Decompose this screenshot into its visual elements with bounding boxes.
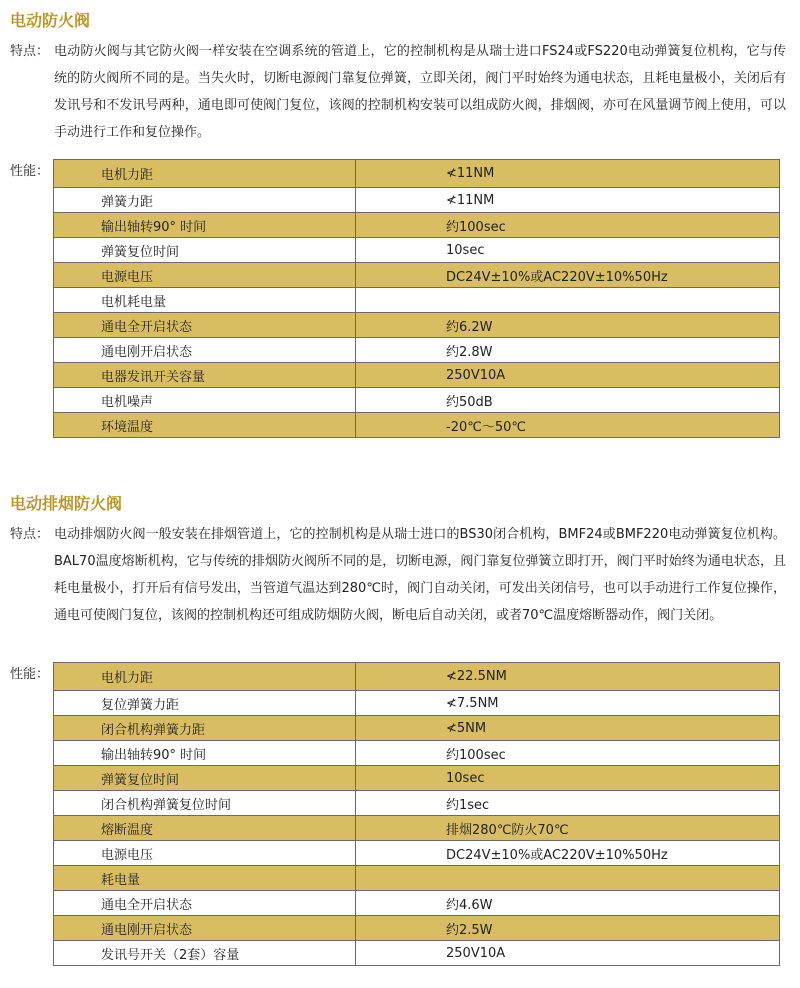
spec-row (54, 160, 780, 188)
section2-feature (10, 521, 786, 629)
spec-value: 约4.6W (356, 891, 780, 916)
spec-value: 10sec (356, 766, 780, 791)
spec-value: -20℃～50℃ (356, 413, 780, 438)
spec-row (54, 338, 780, 363)
spec-key: 环境温度 (54, 413, 356, 438)
spec-row (54, 691, 780, 716)
spec-value: 约50dB (356, 388, 780, 413)
spec-row (54, 916, 780, 941)
spec-value: ≮11NM (356, 188, 780, 213)
spec-row (54, 716, 780, 741)
spec-key: 弹簧力距 (54, 188, 356, 213)
spec-key: 通电刚开启状态 (54, 338, 356, 363)
spec-value: 排烟280℃防火70℃ (356, 816, 780, 841)
spec-key: 通电刚开启状态 (54, 916, 356, 941)
spec-key: 电源电压 (54, 263, 356, 288)
section1-feature-text: 电动防火阀与其它防火阀一样安装在空调系统的管道上，它的控制机构是从瑞士进口FS24或FS220电动弹簧复位机构，它与传统的防火阀所不同的是。当失火时，切断电源阀门靠复位弹簧，立即关闭，阀门平时始终为通电状态，且耗电量极小，关闭后有发讯号和不发讯号两种，通电即可使阀门复位，该阀的控制机构安装可以组成防火阀，排烟阀，亦可在风量调节阀上使用，可以手动进行工作和复位操作。 (54, 44, 786, 140)
spec-row (54, 363, 780, 388)
spec-row (54, 213, 780, 238)
spec-value: 约1sec (356, 791, 780, 816)
spec-row (54, 741, 780, 766)
section1-spec-table (53, 159, 780, 438)
spec-row (54, 663, 780, 691)
section1-title: 电动防火阀 (10, 11, 91, 30)
section2-feature-text: 电动排烟防火阀一般安装在排烟管道上，它的控制机构是从瑞士进口的BS30闭合机构，BMF24或BMF220电动弹簧复位机构。BAL70温度熔断机构，它与传统的排烟防火阀所不同的是，切断电源，阀门靠复位弹簧立即打开，阀门平时始终为通电状态，且耗电量极小，打开后有信号发出，当管道气温达到280℃时，阀门自动关闭，可发出关闭信号，也可以手动进行工作复位操作，通电可使阀门复位，该阀的控制机构还可组成防烟防火阀，断电后自动关闭，或者70℃温度熔断器动作，阀门关闭。 (54, 527, 786, 623)
spec-key: 弹簧复位时间 (54, 238, 356, 263)
spec-row (54, 841, 780, 866)
spec-row (54, 891, 780, 916)
spec-value: ≮11NM (356, 160, 780, 188)
spec-value: 250V10A (356, 363, 780, 388)
spec-key: 闭合机构弹簧力距 (54, 716, 356, 741)
spec-row (54, 413, 780, 438)
spec-value: ≮7.5NM (356, 691, 780, 716)
spec-key: 电机噪声 (54, 388, 356, 413)
section1-feature-label: 特点： (10, 44, 50, 59)
spec-value: 10sec (356, 238, 780, 263)
section2-spec-table (53, 662, 780, 966)
section1-feature (10, 38, 786, 146)
spec-value: 约2.8W (356, 338, 780, 363)
spec-key: 电机力距 (54, 663, 356, 691)
section2-feature-label: 特点： (10, 527, 50, 542)
spec-value: 约100sec (356, 213, 780, 238)
spec-key: 通电全开启状态 (54, 313, 356, 338)
spec-row (54, 941, 780, 966)
spec-key: 弹簧复位时间 (54, 766, 356, 791)
spec-value: ≮22.5NM (356, 663, 780, 691)
section2-perf-label: 性能： (10, 667, 50, 682)
spec-row (54, 388, 780, 413)
spec-key: 熔断温度 (54, 816, 356, 841)
spec-value: 约2.5W (356, 916, 780, 941)
section2-title: 电动排烟防火阀 (10, 494, 123, 513)
spec-row (54, 866, 780, 891)
spec-row (54, 816, 780, 841)
spec-value: ≮5NM (356, 716, 780, 741)
spec-value (356, 866, 780, 891)
spec-value: DC24V±10%或AC220V±10%50Hz (356, 263, 780, 288)
spec-key: 闭合机构弹簧复位时间 (54, 791, 356, 816)
spec-row (54, 238, 780, 263)
spec-key: 电器发讯开关容量 (54, 363, 356, 388)
spec-key: 输出轴转90° 时间 (54, 741, 356, 766)
spec-value: 约100sec (356, 741, 780, 766)
spec-key: 输出轴转90° 时间 (54, 213, 356, 238)
spec-key: 通电全开启状态 (54, 891, 356, 916)
spec-row (54, 263, 780, 288)
spec-value: 约6.2W (356, 313, 780, 338)
spec-key: 发讯号开关（2套）容量 (54, 941, 356, 966)
spec-value: 250V10A (356, 941, 780, 966)
spec-row (54, 791, 780, 816)
section1-perf-label: 性能： (10, 164, 50, 179)
spec-row (54, 288, 780, 313)
spec-row (54, 766, 780, 791)
spec-key: 耗电量 (54, 866, 356, 891)
spec-key: 电机耗电量 (54, 288, 356, 313)
spec-key: 电机力距 (54, 160, 356, 188)
spec-row (54, 313, 780, 338)
spec-key: 复位弹簧力距 (54, 691, 356, 716)
spec-value (356, 288, 780, 313)
spec-value: DC24V±10%或AC220V±10%50Hz (356, 841, 780, 866)
spec-key: 电源电压 (54, 841, 356, 866)
spec-row (54, 188, 780, 213)
